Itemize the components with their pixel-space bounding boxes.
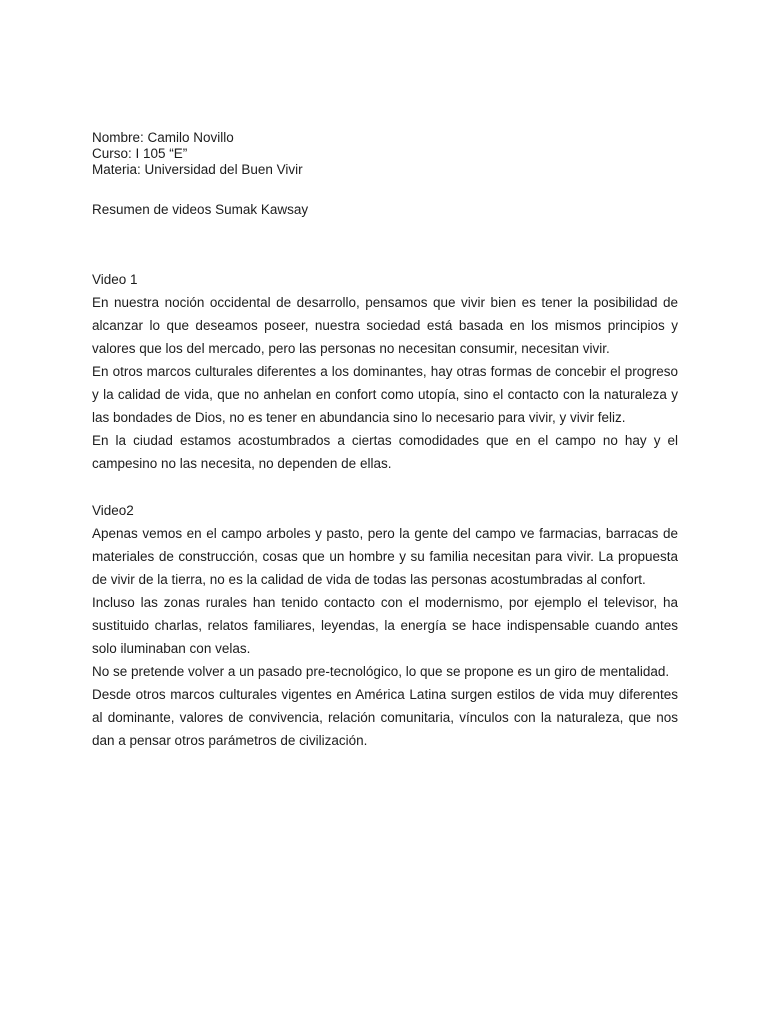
- student-name: Nombre: Camilo Novillo: [92, 130, 234, 145]
- document-title: Resumen de videos Sumak Kawsay: [92, 202, 309, 217]
- paragraph: En nuestra noción occidental de desarrollo, pensamos que vivir bien es tener la posibilidad de alcanzar lo que deseamos poseer, nuestra sociedad está basada en los mismos principios y valores que los del mercado, pero las personas no necesitan consumir, necesitan vivir.: [92, 295, 678, 356]
- section-heading: Video 1: [92, 272, 138, 287]
- paragraph: No se pretende volver a un pasado pre-tecnológico, lo que se propone es un giro de mentalidad.: [92, 664, 670, 679]
- document-header: [92, 130, 678, 178]
- course-code: Curso: I 105 “E”: [92, 146, 188, 161]
- paragraph: Apenas vemos en el campo arboles y pasto, pero la gente del campo ve farmacias, barracas de materiales de construcción, cosas que un hombre y su familia necesitan para vivir. La propuesta de vivir de la tierra, no es la calidad de vida de todas las personas acostumbradas al confort.: [92, 526, 678, 587]
- subject-name: Materia: Universidad del Buen Vivir: [92, 162, 303, 177]
- section-heading: Video2: [92, 503, 134, 518]
- paragraph: En otros marcos culturales diferentes a los dominantes, hay otras formas de concebir el progreso y la calidad de vida, que no anhelan en confort como utopía, sino el contacto con la naturaleza y las bondades de Dios, no es tener en abundancia sino lo necesario para vivir, y vivir feliz.: [92, 364, 678, 425]
- section-video-1: [92, 268, 678, 475]
- paragraph: Desde otros marcos culturales vigentes en América Latina surgen estilos de vida muy diferentes al dominante, valores de convivencia, relación comunitaria, vínculos con la naturaleza, que nos dan a pensar otros parámetros de civilización.: [92, 687, 678, 748]
- document-page: [92, 130, 678, 752]
- paragraph: En la ciudad estamos acostumbrados a ciertas comodidades que en el campo no hay y el campesino no las necesita, no dependen de ellas.: [92, 433, 678, 471]
- section-video-2: [92, 499, 678, 752]
- paragraph: Incluso las zonas rurales han tenido contacto con el modernismo, por ejemplo el televisor, ha sustituido charlas, relatos familiares, leyendas, la energía se hace indispensable cuando antes solo iluminaban con velas.: [92, 595, 678, 656]
